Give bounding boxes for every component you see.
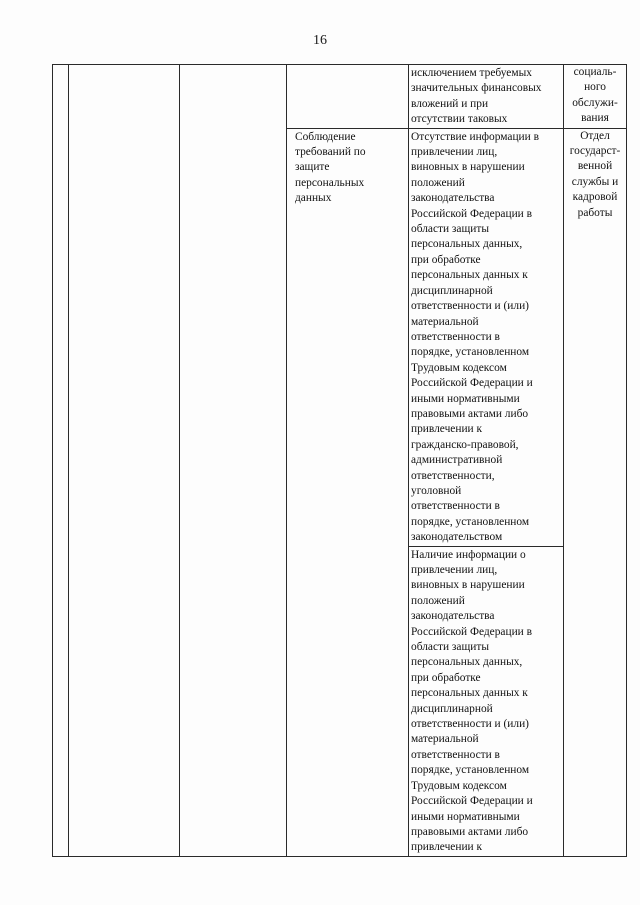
indicator-text: исключением требуемых значительных финансовых вложений и при отсутствии таковых [411, 67, 542, 126]
table-cell-col2 [69, 65, 180, 129]
table-cell-col1 [53, 65, 69, 129]
table-cell-col2 [69, 546, 180, 856]
table-cell-requirement: Соблюдение требований по защите персональных данных [287, 128, 409, 546]
page-number: 16 [313, 33, 327, 48]
table-cell-responsible [564, 546, 627, 856]
table-cell-col1 [53, 546, 69, 856]
indicator-text: Наличие информации о привлечении лиц, виновных в нарушении положений законодательства Российской Федерации в области защиты персональных данных, при обработке персональных данных к дисциплинарной ответственности и (или) материальной ответственности в порядке, установленном Трудовым кодексом Российской Федерации и иными нормативными правовыми актами либо привлечении к [411, 548, 533, 854]
controls-table [52, 64, 627, 857]
table-cell-requirement [287, 546, 409, 856]
table-cell-col3 [180, 65, 287, 129]
table-cell-col2 [69, 128, 180, 546]
table-cell-responsible: Отдел государст- венной службы и кадровой работы [564, 128, 627, 546]
table-cell-col3 [180, 128, 287, 546]
table-cell-col1 [53, 128, 69, 546]
table-cell-responsible: социаль- ного обслужи- вания [564, 65, 627, 129]
table-cell-indicator [409, 65, 564, 129]
table-row [53, 546, 627, 856]
indicator-text: Отсутствие информации в привлечении лиц, виновных в нарушении положений законодательства Российской Федерации в области защиты персональных данных, при обработке персональных данных к дисциплинарной ответственности и (или) материальной ответственности в порядке, установленном Трудовым кодексом Российской Федерации и иными нормативными правовыми актами либо привлечении к гражданско-правовой, административной ответственности, уголовной ответственности в порядке, установленном законодательством [411, 130, 539, 544]
table-cell-indicator [409, 128, 564, 546]
table-cell-indicator [409, 546, 564, 856]
table-cell-col3 [180, 546, 287, 856]
table-cell-requirement [287, 65, 409, 129]
table-row [53, 65, 627, 129]
controls-table-wrapper [52, 64, 626, 854]
table-row [53, 128, 627, 546]
